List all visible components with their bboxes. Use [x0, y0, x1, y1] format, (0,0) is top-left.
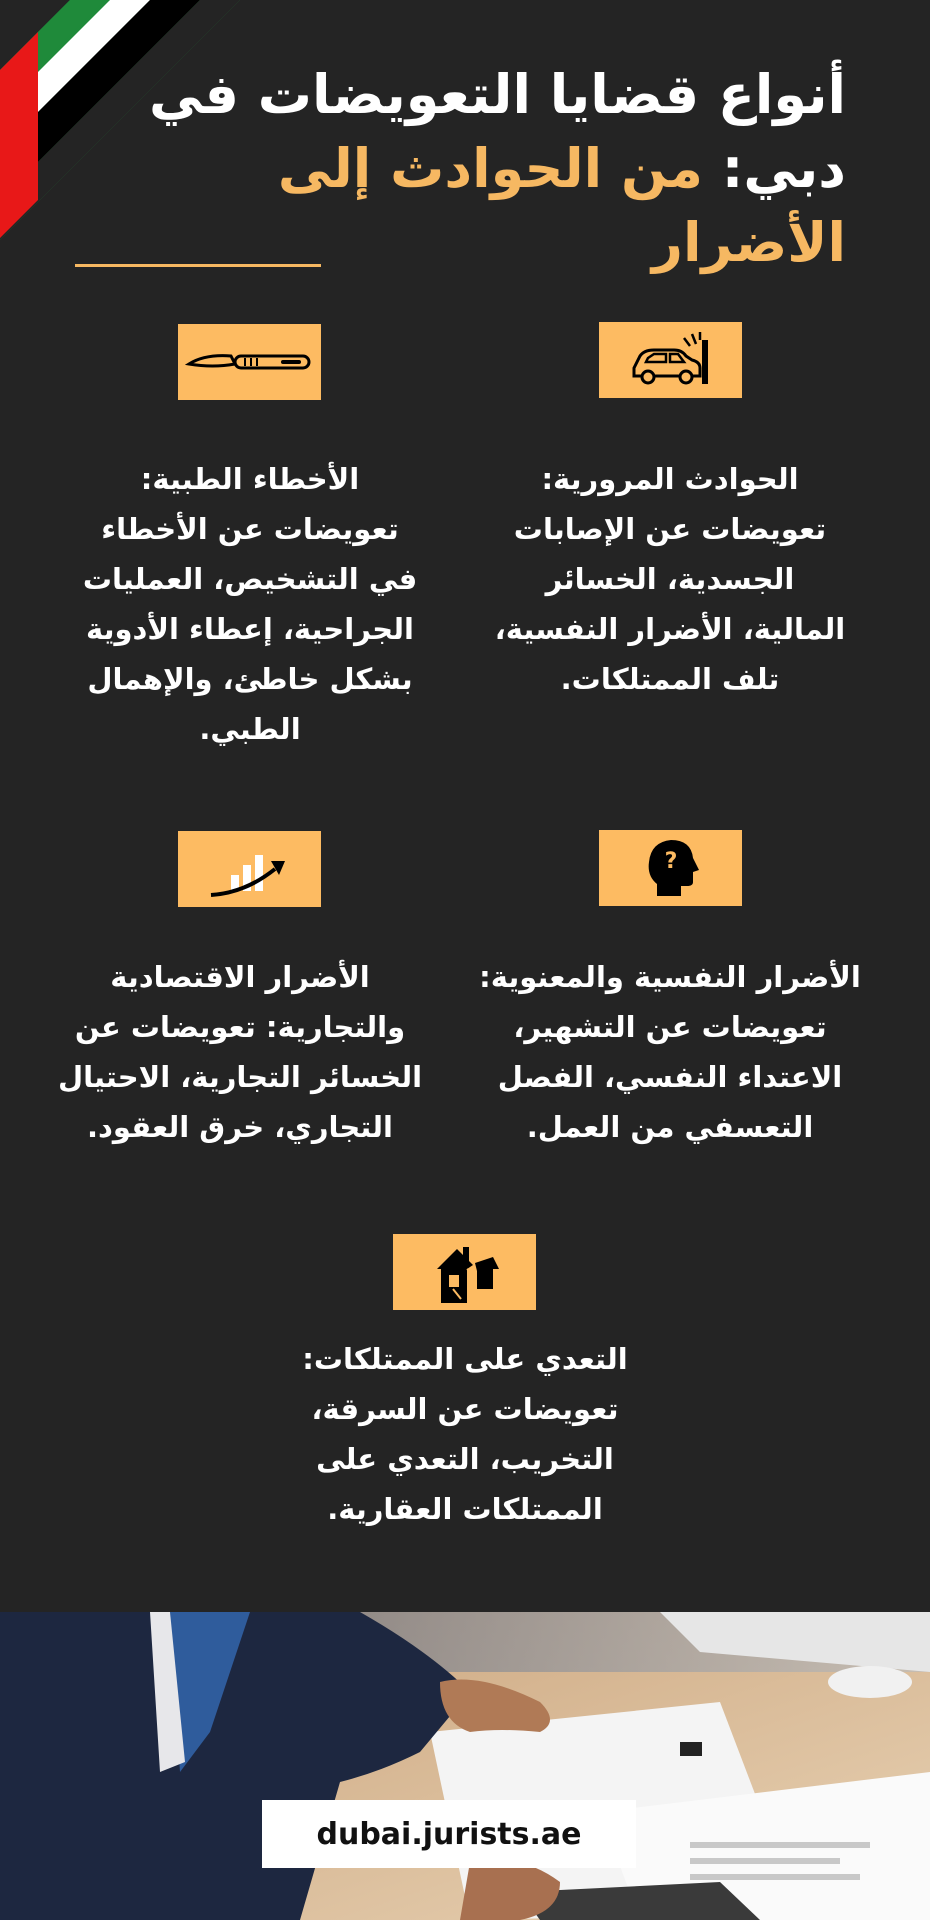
card-line: بشكل خاطئ، والإهمال [87, 662, 413, 696]
head-question-icon-box [599, 830, 742, 906]
website-link[interactable]: dubai.jurists.ae [262, 1800, 636, 1868]
title-line-2-accent: من الحوادث إلى الأضرار [277, 137, 846, 274]
card-line: تلف الممتلكات. [560, 662, 780, 696]
title-line-1: أنواع قضايا التعويضات في [148, 63, 846, 126]
card-line: المالية، الأضرار النفسية، [494, 612, 846, 646]
card-line: تعويضات عن السرقة، [311, 1392, 619, 1426]
card-line: الاعتداء النفسي، الفصل [497, 1060, 843, 1094]
card-line: الحوادث المرورية: [541, 462, 799, 496]
card-line: الجسدية، الخسائر [545, 562, 795, 596]
title-divider [75, 264, 321, 267]
card-line: الخسائر التجارية، الاحتيال [57, 1060, 423, 1094]
card-line: والتجارية: تعويضات عن [74, 1010, 406, 1044]
scalpel-icon-box [178, 324, 321, 400]
card-line: في التشخيص، العمليات [82, 562, 418, 596]
card-property-infringement [235, 1334, 695, 1534]
broken-house-icon [427, 1239, 503, 1305]
card-line: تعويضات عن الإصابات [513, 512, 827, 546]
card-line: التعدي على الممتلكات: [302, 1342, 628, 1376]
card-medical-errors [30, 454, 470, 754]
head-question-icon [641, 836, 701, 900]
card-psychological-damages [440, 952, 900, 1152]
car-crash-icon [626, 330, 716, 390]
card-line: الأضرار الاقتصادية [110, 960, 370, 994]
card-line: الأضرار النفسية والمعنوية: [479, 960, 861, 994]
card-line: تعويضات عن الأخطاء [101, 512, 399, 546]
growth-chart-icon-box [178, 831, 321, 907]
card-line: الأخطاء الطبية: [140, 462, 360, 496]
growth-chart-icon [205, 839, 295, 899]
svg-text:?: ? [664, 849, 677, 874]
scalpel-icon [185, 342, 315, 382]
card-line: الممتلكات العقارية. [327, 1492, 603, 1526]
page-title [86, 58, 846, 280]
card-line: التخريب، التعدي على [316, 1442, 614, 1476]
title-line-2-prefix: دبي: [702, 137, 846, 200]
car-crash-icon-box [599, 322, 742, 398]
office-desk-photo [0, 1612, 930, 1920]
card-line: تعويضات عن التشهير، [513, 1010, 827, 1044]
card-line: الجراحية، إعطاء الأدوية [86, 612, 414, 646]
card-traffic-accidents [460, 454, 880, 704]
card-line: الطبي. [199, 712, 301, 746]
card-line: التجاري، خرق العقود. [87, 1110, 393, 1144]
card-economic-damages [20, 952, 460, 1152]
title-line-2 [86, 132, 846, 280]
card-line: التعسفي من العمل. [526, 1110, 814, 1144]
broken-house-icon-box [393, 1234, 536, 1310]
